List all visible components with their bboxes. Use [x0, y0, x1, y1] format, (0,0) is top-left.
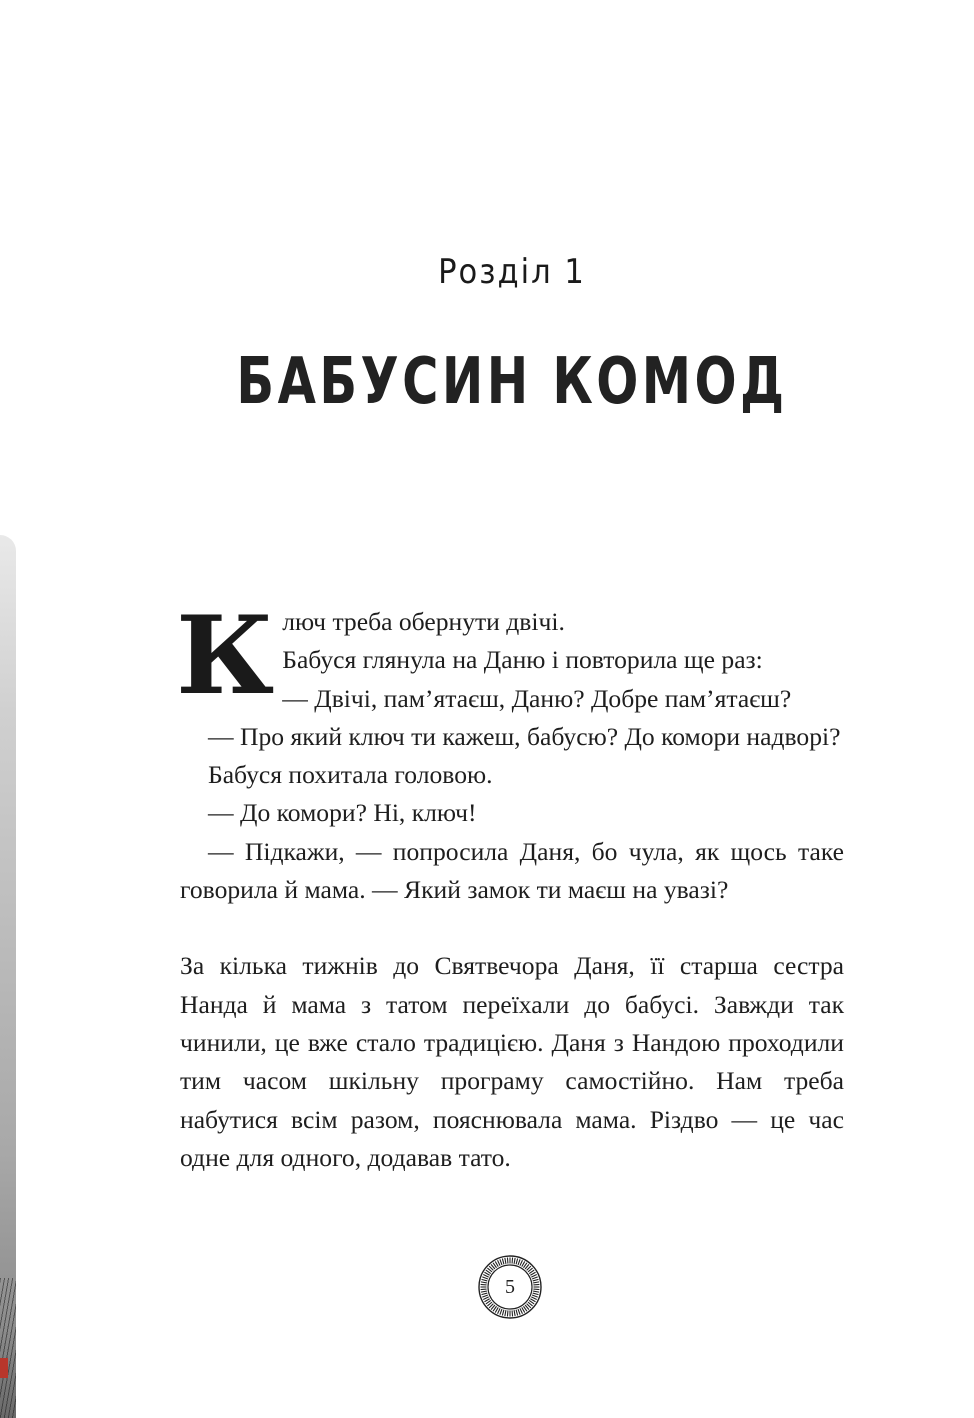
- paragraph-line: люч треба обернути двічі.: [282, 607, 565, 636]
- paragraph-line: Бабуся похитала головою.: [208, 760, 493, 790]
- drop-cap: К: [176, 593, 273, 719]
- paragraph: За кілька тижнів до Святвечора Даня, її старша сестра Нанда й мама з татом переїхали до бабусі. Завжди так чинили, це вже стало традицією. Даня з Нандою проходили тим часом шкільну програму самостійно. Нам треба набутися всім разом, пояснювала мама. Різдво — це час одне для одного, додавав тато.: [180, 951, 844, 1172]
- chapter-title: БАБУСИН КОМОД: [236, 345, 788, 419]
- paragraph-line: — Двічі, пам’ятаєш, Даню? Добре пам’ятаєш?: [282, 683, 792, 713]
- page-number-badge: [476, 1253, 544, 1321]
- edge-illustration-fragment: [0, 535, 16, 1418]
- page-number: 5: [505, 1276, 515, 1298]
- paragraph-line: — Підкажи, — попросила Даня, бо чула, як щось таке говорила й мама. — Який замок ти маєш на увазі?: [180, 836, 844, 905]
- paragraph-line: Бабуся глянула на Даню і повторила ще раз:: [282, 645, 763, 675]
- section-gap: [180, 909, 844, 947]
- chapter-body: [176, 593, 844, 1177]
- grass-texture: [0, 1278, 16, 1418]
- paragraph-line: — До комори? Ні, ключ!: [208, 798, 477, 828]
- red-accent: [0, 1358, 8, 1378]
- chapter-label: Розділ 1: [438, 252, 586, 292]
- paragraph-line: — Про який ключ ти кажеш, бабусю? До комори надворі?: [208, 721, 841, 751]
